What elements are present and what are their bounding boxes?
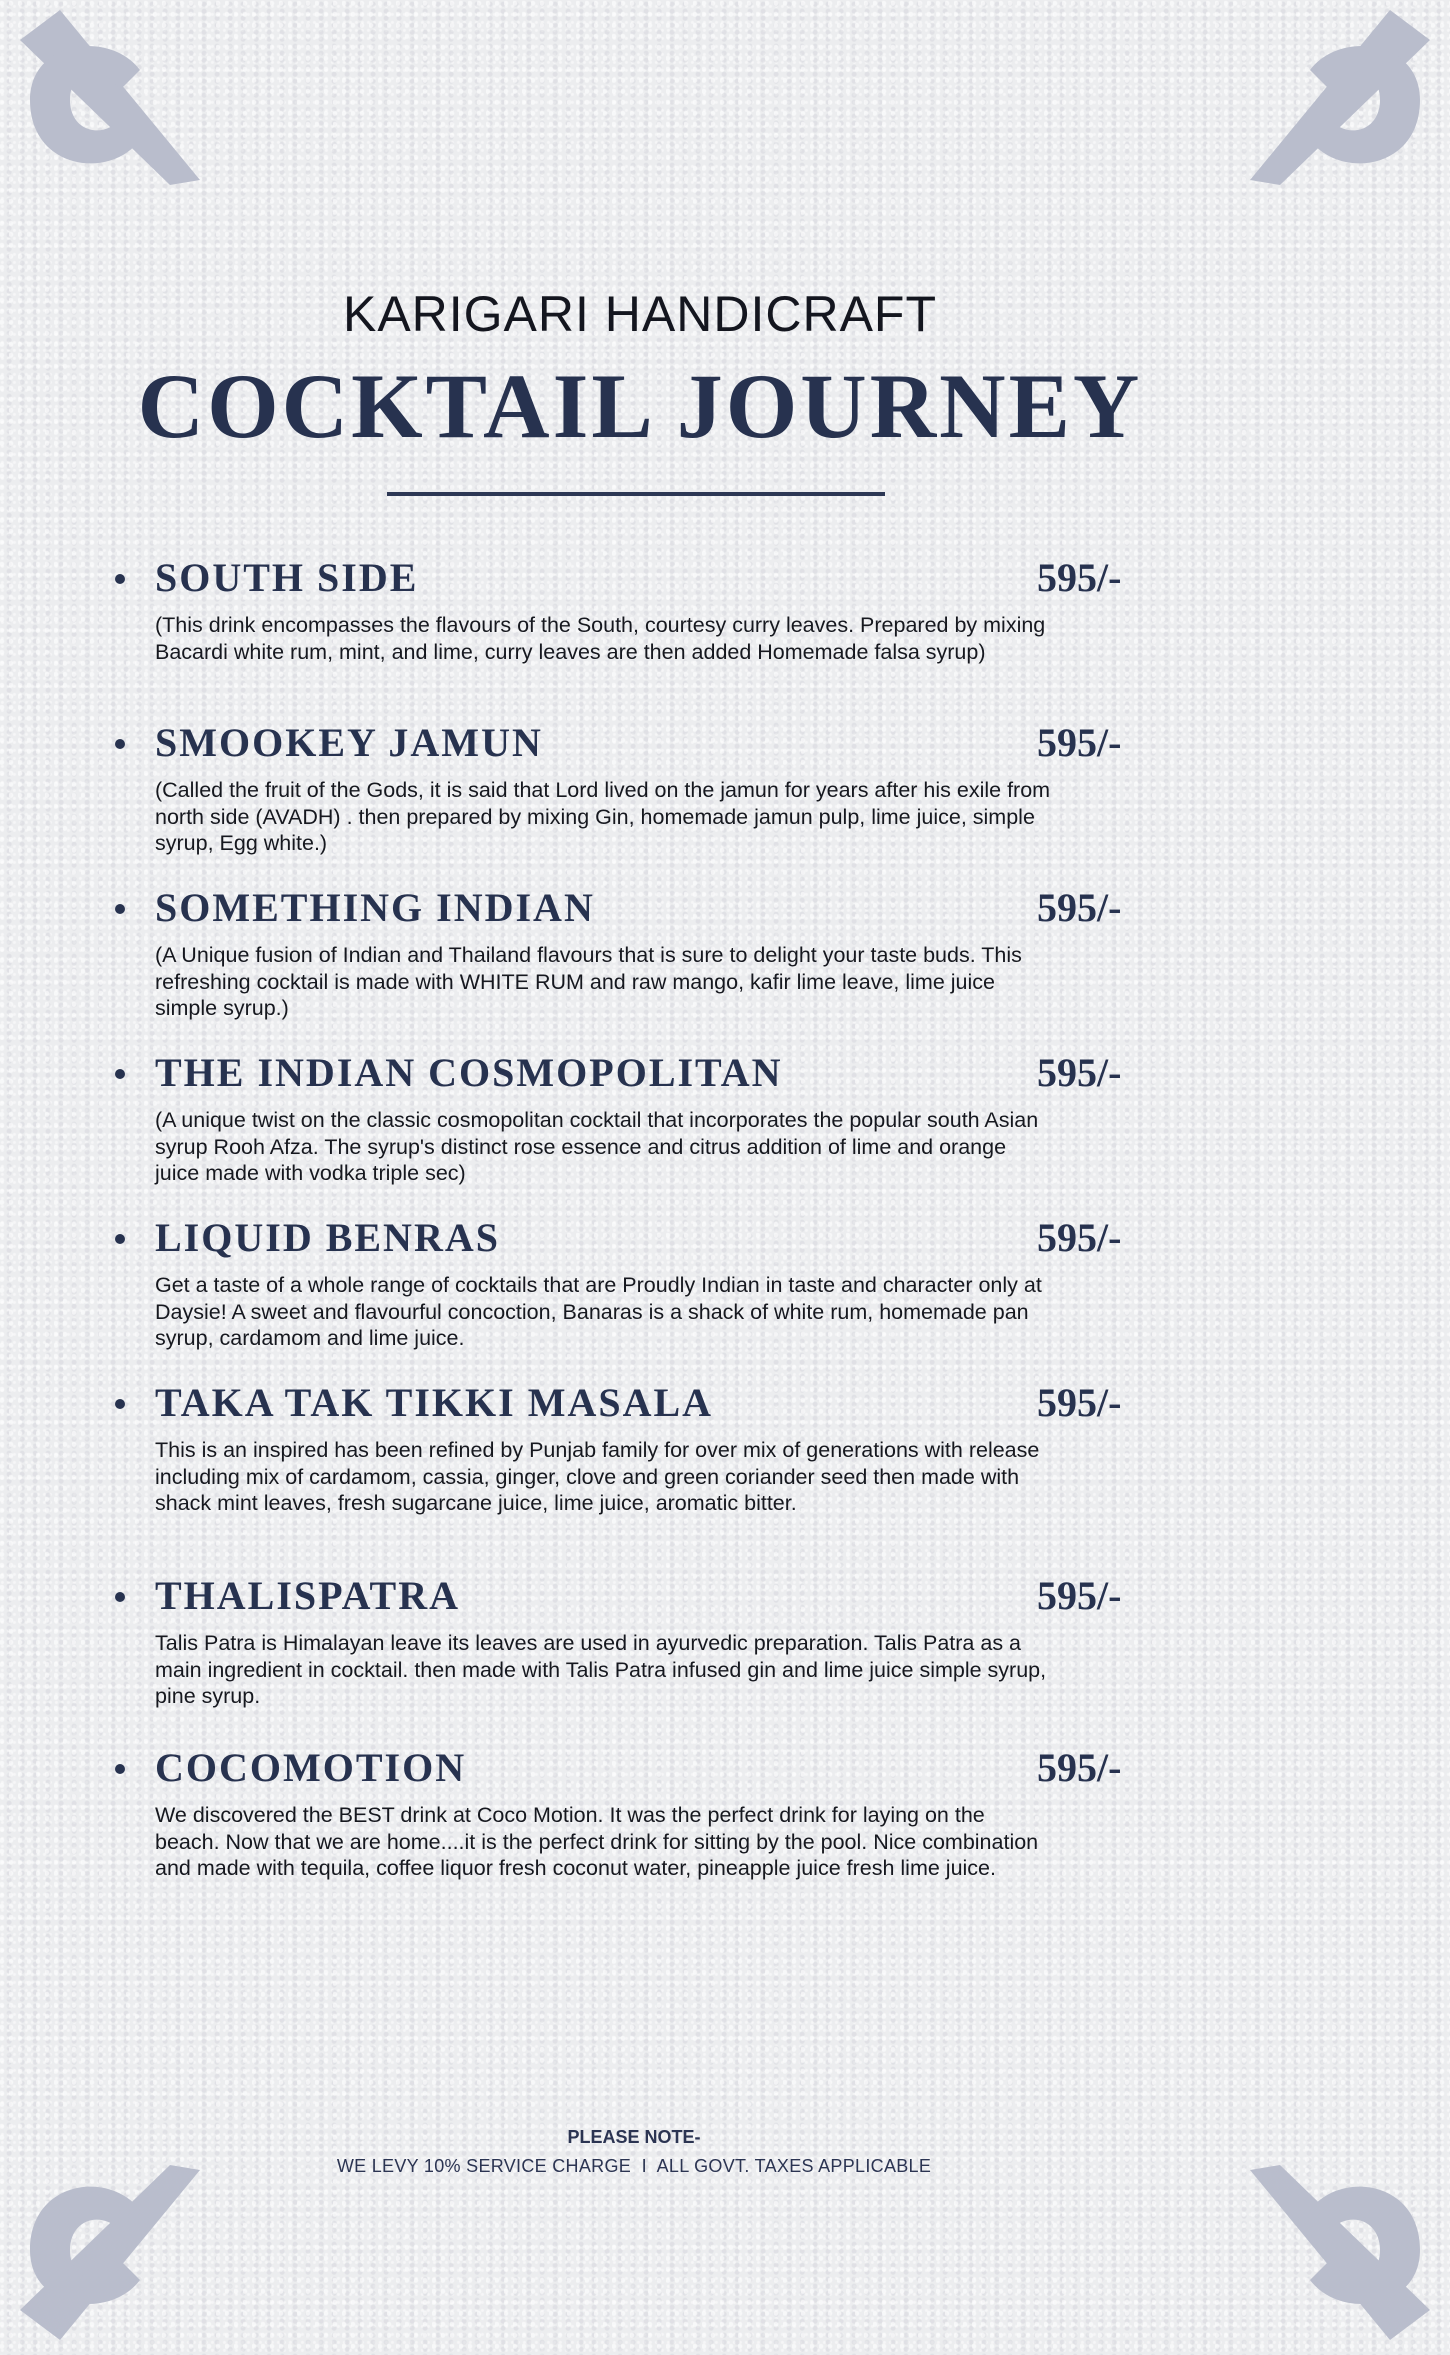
item-price: 595/- bbox=[1037, 555, 1122, 600]
item-price: 595/- bbox=[1037, 1380, 1122, 1425]
item-name: SOMETHING INDIAN bbox=[155, 885, 595, 930]
item-price: 595/- bbox=[1037, 1573, 1122, 1618]
item-name: SMOOKEY JAMUN bbox=[155, 720, 543, 765]
logo-watermark-icon bbox=[1240, 2140, 1450, 2350]
item-description: Get a taste of a whole range of cocktails that are Proudly Indian in taste and character only at Daysie! A sweet and flavourful concoction, Banaras is a shack of white rum, homemade pan syrup, cardamom and lime juice. bbox=[155, 1273, 1042, 1350]
item-name: SOUTH SIDE bbox=[155, 555, 419, 600]
footer-note bbox=[0, 2127, 1268, 2177]
item-price: 595/- bbox=[1037, 1745, 1122, 1790]
item-name: THE INDIAN COSMOPOLITAN bbox=[155, 1050, 783, 1095]
note-text: WE LEVY 10% SERVICE CHARGE I ALL GOVT. TAXES APPLICABLE bbox=[336, 2156, 932, 2176]
logo-watermark-icon bbox=[0, 0, 210, 210]
item-description: We discovered the BEST drink at Coco Motion. It was the perfect drink for laying on the beach. Now that we are home....it is the perfect drink for sitting by the pool. Nice combination and made with tequila, coffee liquor fresh coconut water, pineapple juice fresh lime juice. bbox=[155, 1803, 1039, 1880]
page-title: COCKTAIL JOURNEY bbox=[137, 355, 1143, 457]
title-divider bbox=[387, 492, 885, 496]
item-name: LIQUID BENRAS bbox=[155, 1215, 500, 1260]
item-description: (A unique twist on the classic cosmopolitan cocktail that incorporates the popular south Asian syrup Rooh Afza. The syrup's distinct rose essence and citrus addition of lime and orange juice made with vodka triple sec) bbox=[155, 1108, 1039, 1185]
item-description: (A Unique fusion of Indian and Thailand flavours that is sure to delight your taste buds. This refreshing cocktail is made with WHITE RUM and raw mango, kafir lime leave, lime juice simple syrup.) bbox=[155, 943, 1022, 1020]
item-price: 595/- bbox=[1037, 1215, 1122, 1260]
item-description: Talis Patra is Himalayan leave its leaves are used in ayurvedic preparation. Talis Patra as a main ingredient in cocktail. then made with Talis Patra infused gin and lime juice simple syrup, pine syrup. bbox=[155, 1631, 1047, 1708]
item-price: 595/- bbox=[1037, 720, 1122, 765]
item-description: This is an inspired has been refined by Punjab family for over mix of generations with release including mix of cardamom, cassia, ginger, clove and green coriander seed then made with shack mint leaves, fresh sugarcane juice, lime juice, aromatic bitter. bbox=[155, 1438, 1040, 1515]
bullet-icon bbox=[115, 1234, 125, 1244]
item-description: (Called the fruit of the Gods, it is said that Lord lived on the jamun for years after his exile from north side (AVADH) . then prepared by mixing Gin, homemade jamun pulp, lime juice, simple syrup, Egg white.) bbox=[155, 778, 1051, 855]
item-name: THALISPATRA bbox=[155, 1573, 461, 1618]
item-price: 595/- bbox=[1037, 885, 1122, 930]
item-description: (This drink encompasses the flavours of the South, courtesy curry leaves. Prepared by mixing Bacardi white rum, mint, and lime, curry leaves are then added Homemade falsa syrup) bbox=[155, 613, 1046, 664]
menu-header bbox=[0, 285, 1280, 459]
bullet-icon bbox=[115, 904, 125, 914]
bullet-icon bbox=[115, 574, 125, 584]
logo-watermark-icon bbox=[1240, 0, 1450, 210]
item-price: 595/- bbox=[1037, 1050, 1122, 1095]
brand-name: KARIGARI HANDICRAFT bbox=[342, 286, 938, 342]
bullet-icon bbox=[115, 1069, 125, 1079]
item-name: COCOMOTION bbox=[155, 1745, 467, 1790]
item-name: TAKA TAK TIKKI MASALA bbox=[155, 1380, 714, 1425]
bullet-icon bbox=[115, 1592, 125, 1602]
bullet-icon bbox=[115, 1764, 125, 1774]
bullet-icon bbox=[115, 1399, 125, 1409]
bullet-icon bbox=[115, 739, 125, 749]
note-title: PLEASE NOTE- bbox=[567, 2127, 701, 2147]
